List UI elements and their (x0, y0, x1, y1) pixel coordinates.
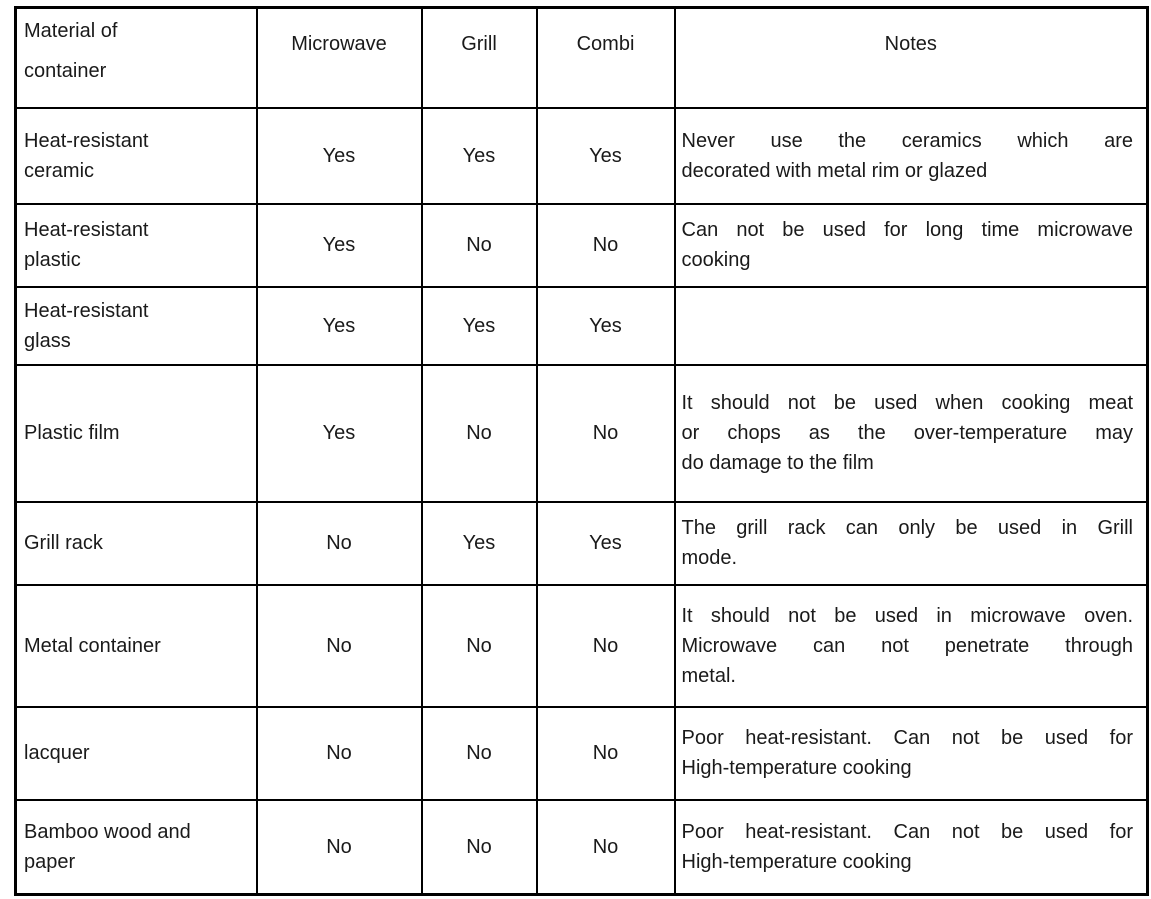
material-line: Bamboo wood and (24, 820, 191, 843)
combi-cell: No (537, 365, 675, 502)
note-line: High-temperature cooking (681, 850, 912, 873)
note-line: It should not be used in microwave oven. (681, 604, 1133, 627)
material-line: Metal container (24, 634, 161, 657)
material-cell (16, 204, 257, 287)
material-line: paper (24, 850, 76, 873)
combi-cell: No (537, 800, 675, 895)
microwave-cell: Yes (257, 287, 422, 365)
grill-cell: No (422, 707, 537, 800)
note-line: do damage to the film (681, 452, 874, 474)
grill-cell: No (422, 204, 537, 287)
combi-cell: Yes (537, 502, 675, 585)
material-cell (16, 365, 257, 502)
note-line: mode. (681, 547, 738, 569)
note-line: Microwave can not penetrate through (681, 634, 1133, 657)
material-line: lacquer (24, 742, 90, 764)
microwave-cell: Yes (257, 108, 422, 204)
microwave-cell: No (257, 707, 422, 800)
combi-cell: No (537, 707, 675, 800)
table-row (16, 204, 1148, 287)
header-grill: Grill (422, 8, 537, 108)
table-row (16, 585, 1148, 707)
header-combi: Combi (537, 8, 675, 108)
combi-cell: Yes (537, 287, 675, 365)
header-notes: Notes (675, 8, 1148, 108)
grill-cell: No (422, 585, 537, 707)
notes-cell (675, 800, 1148, 895)
material-cell (16, 585, 257, 707)
material-cell (16, 502, 257, 585)
notes-cell (675, 502, 1148, 585)
material-line: Heat-resistant (24, 299, 149, 322)
note-line: cooking (681, 249, 751, 271)
microwave-cell: No (257, 800, 422, 895)
microwave-cell: Yes (257, 204, 422, 287)
container-materials-table (14, 6, 1149, 896)
note-line: The grill rack can only be used in Grill (681, 517, 1133, 539)
notes-cell (675, 585, 1148, 707)
note-line: Can not be used for long time microwave (681, 219, 1133, 241)
grill-cell: Yes (422, 502, 537, 585)
material-line: plastic (24, 249, 81, 271)
header-row (16, 8, 1148, 108)
note-line: It should not be used when cooking meat (681, 392, 1133, 414)
grill-cell: No (422, 800, 537, 895)
grill-cell: No (422, 365, 537, 502)
microwave-cell: No (257, 502, 422, 585)
note-line: Poor heat-resistant. Can not be used for (681, 820, 1133, 843)
notes-cell (675, 365, 1148, 502)
header-material (16, 8, 257, 108)
note-line: Never use the ceramics which are (681, 129, 1133, 152)
combi-cell: Yes (537, 108, 675, 204)
notes-cell (675, 287, 1148, 365)
material-line: Grill rack (24, 532, 103, 554)
material-cell (16, 287, 257, 365)
note-line: decorated with metal rim or glazed (681, 159, 988, 182)
table-row (16, 108, 1148, 204)
microwave-cell: No (257, 585, 422, 707)
combi-cell: No (537, 204, 675, 287)
table-row (16, 707, 1148, 800)
grill-cell: Yes (422, 287, 537, 365)
material-line: Heat-resistant (24, 129, 149, 152)
header-microwave: Microwave (257, 8, 422, 108)
material-line: Heat-resistant (24, 219, 149, 241)
table-row (16, 287, 1148, 365)
notes-cell (675, 108, 1148, 204)
microwave-cell: Yes (257, 365, 422, 502)
grill-cell: Yes (422, 108, 537, 204)
material-cell (16, 800, 257, 895)
material-line: ceramic (24, 159, 95, 182)
notes-cell (675, 707, 1148, 800)
note-line: High-temperature cooking (681, 757, 912, 779)
table-row (16, 502, 1148, 585)
header-material-line: container (24, 60, 107, 82)
material-line: glass (24, 329, 71, 352)
note-line: or chops as the over-temperature may (681, 422, 1133, 444)
table-row (16, 800, 1148, 895)
material-cell (16, 707, 257, 800)
note-line: metal. (681, 664, 736, 687)
material-cell (16, 108, 257, 204)
table-row (16, 365, 1148, 502)
note-line: Poor heat-resistant. Can not be used for (681, 727, 1133, 749)
combi-cell: No (537, 585, 675, 707)
material-line: Plastic film (24, 422, 120, 444)
notes-cell (675, 204, 1148, 287)
header-material-line: Material of (24, 20, 118, 42)
